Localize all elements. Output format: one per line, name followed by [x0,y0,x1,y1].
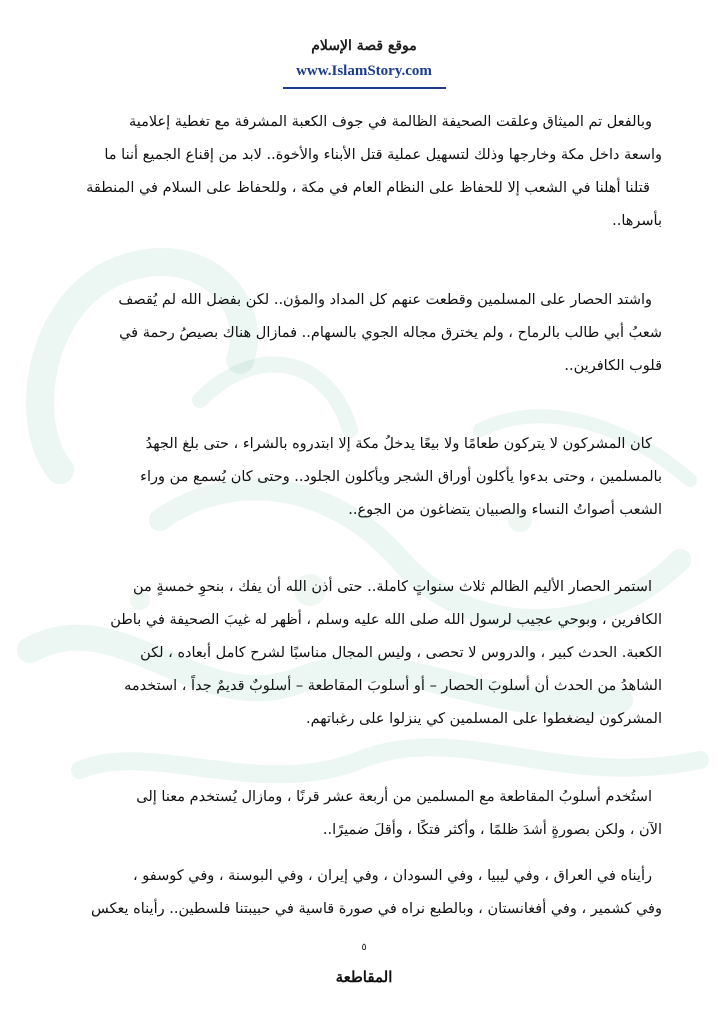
paragraph-line: المشركون ليضغطوا على المسلمين كي ينزلوا على رغباتهم. [306,711,662,727]
site-url-link[interactable]: www.IslamStory.com [296,63,432,79]
paragraph-line: قتلنا أهلنا في الشعب إلا للحفاظ على النظام العام في مكة ، وللحفاظ على السلام في المنطقة [86,180,650,196]
site-name: موقع قصة الإسلام [311,38,417,54]
paragraph-line: واسعة داخل مكة وخارجها وذلك لتسهيل عملية قتل الأبناء والأخوة.. لابد من إقناع الجميع أننا ما [104,147,662,163]
paragraph-line: الكافرين ، وبوحي عجيب لرسول الله صلى الله عليه وسلم ، أظهر له غيبَ الصحيفة في باطن [110,612,662,628]
paragraph-line: بالمسلمين ، وحتى بدءوا يأكلون أوراق الشجر ويأكلون الجلود.. وحتى كان يُسمع من وراء [140,469,662,485]
paragraph-line: الشاهدُ من الحدث أن أسلوبَ الحصار – أو أسلوبَ المقاطعة – أسلوبٌ قديمٌ جداً ، استخدمه [124,678,662,694]
paragraph-line: شعبُ أبي طالب بالرماح ، ولم يخترق مجاله الجوي بالسهام.. فمازال هناك بصيصُ رحمة في [119,325,662,341]
paragraph-line: وفي كشمير ، وفي أفغانستان ، وبالطبع نراه في صورة قاسية في حبيبتنا فلسطين.. رأيناه يعكس [91,901,662,917]
paragraph-line: استُخدم أسلوبُ المقاطعة مع المسلمين من أربعة عشر قرنًا ، ومازال يُستخدم معنا إلى [136,789,652,805]
paragraph-line: الشعب أصواتُ النساء والصبيان يتضاغون من الجوع.. [348,502,662,518]
paragraph-line: الكعبة. الحدث كبير ، والدروس لا تحصى ، وليس المجال مناسبًا لشرح كامل أبعاده ، لكن [140,645,662,661]
paragraph-line: وبالفعل تم الميثاق وعلقت الصحيفة الظالمة في جوف الكعبة المشرفة مع تغطية إعلامية [128,114,652,130]
paragraph-line: الآن ، ولكن بصورةٍ أشدَ ظلمًا ، وأكثر فتكًا ، وأقلَ ضميرًا.. [322,822,662,838]
paragraph-line: بأسرها.. [612,213,662,229]
paragraph-line: استمر الحصار الأليم الظالم ثلاث سنواتٍ كاملة.. حتى أذن الله أن يفك ، بنحوِ خمسةٍ من [132,579,652,595]
paragraph-line: قلوب الكافرين.. [564,358,662,374]
header-underline [283,87,446,89]
paragraph-line: رأيناه في العراق ، وفي ليبيا ، وفي السودان ، وفي إيران ، وفي البوسنة ، وفي كوسفو ، [132,868,652,884]
paragraph-line: واشتد الحصار على المسلمين وقطعت عنهم كل المداد والمؤن.. لكن بفضل الله لم يُقصف [118,292,652,308]
paragraph-line: كان المشركون لا يتركون طعامًا ولا بيعًا يدخلُ مكة إلا ابتدروه بالشراء ، حتى بلغ الجهدُ [145,436,652,452]
page-number: ٥ [361,942,367,953]
section-title: المقاطعة [335,968,393,986]
